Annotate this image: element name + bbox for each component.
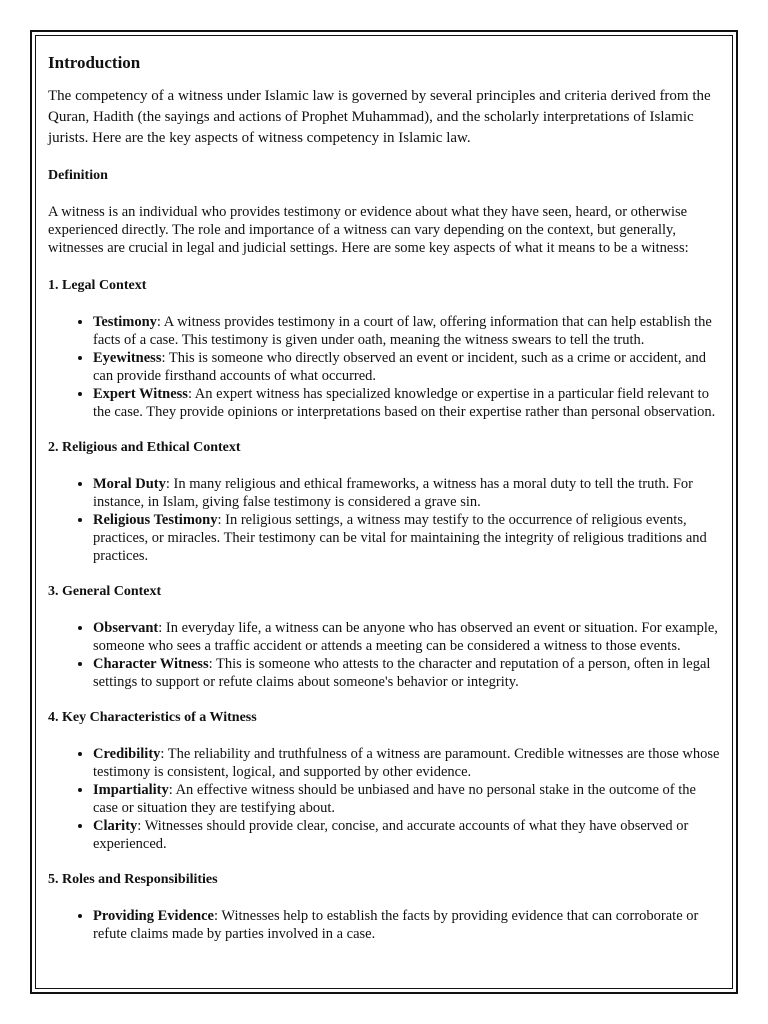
list-legal-context <box>48 313 720 421</box>
term-description: : In everyday life, a witness can be anyone who has observed an event or situation. For example, someone who sees a traffic accident or attends a meeting can be considered a witness to those events. <box>93 620 718 655</box>
term-label: Credibility <box>93 746 161 763</box>
term-description: : A witness provides testimony in a court of law, offering information that can help establish the facts of a case. This testimony is given under oath, meaning the witness swears to tell the truth. <box>93 314 712 349</box>
list-item <box>93 349 720 385</box>
list-item <box>93 511 720 565</box>
list-item <box>93 817 720 853</box>
section-heading-legal-context: 1. Legal Context <box>48 278 147 294</box>
list-item <box>93 385 720 421</box>
section-heading-general-context: 3. General Context <box>48 584 162 600</box>
list-general-context <box>48 619 720 691</box>
list-item <box>93 655 720 691</box>
term-label: Observant <box>93 620 159 637</box>
term-description: : The reliability and truthfulness of a witness are paramount. Credible witnesses are those whose testimony is consistent, logical, and supported by other evidence. <box>93 746 720 781</box>
term-description: : This is someone who directly observed an event or incident, such as a crime or accident, and can provide firsthand accounts of what occurred. <box>93 350 707 385</box>
term-label: Character Witness <box>93 656 209 673</box>
page-title: Introduction <box>48 53 141 72</box>
list-item <box>93 619 720 655</box>
term-label: Eyewitness <box>93 350 162 367</box>
list-item <box>93 745 720 781</box>
term-label: Clarity <box>93 818 138 835</box>
term-description: : An expert witness has specialized knowledge or expertise in a particular field relevant to the case. They provide opinions or interpretations based on their expertise rather than personal observation. <box>93 386 716 421</box>
term-label: Moral Duty <box>93 476 166 493</box>
term-label: Impartiality <box>93 782 169 799</box>
term-description: : In many religious and ethical frameworks, a witness has a moral duty to tell the truth. For instance, in Islam, giving false testimony is considered a grave sin. <box>93 476 694 511</box>
section-heading-roles-responsibilities: 5. Roles and Responsibilities <box>48 872 218 888</box>
list-religious-context <box>48 475 720 565</box>
list-item <box>93 313 720 349</box>
page-border-outer <box>30 30 738 994</box>
term-description: : Witnesses should provide clear, concise, and accurate accounts of what they have observed or experienced. <box>93 818 689 853</box>
term-label: Religious Testimony <box>93 512 218 529</box>
section-heading-religious-context: 2. Religious and Ethical Context <box>48 440 241 456</box>
term-label: Providing Evidence <box>93 908 214 925</box>
page-border-inner <box>35 35 733 989</box>
list-item <box>93 907 720 943</box>
list-item <box>93 475 720 511</box>
term-label: Testimony <box>93 314 157 331</box>
list-item <box>93 781 720 817</box>
term-description: : In religious settings, a witness may testify to the occurrence of religious events, practices, or miracles. Their testimony can be vital for maintaining the integrity of religious traditions and practices. <box>93 512 707 565</box>
list-roles-responsibilities <box>48 907 720 943</box>
definition-paragraph: A witness is an individual who provides testimony or evidence about what they have seen, heard, or otherwise experienced directly. The role and importance of a witness can vary depending on the context, but generally, witnesses are crucial in legal and judicial settings. Here are some key aspects of what it means to be a witness: <box>48 204 689 257</box>
term-label: Expert Witness <box>93 386 188 403</box>
definition-heading: Definition <box>48 168 108 184</box>
intro-paragraph: The competency of a witness under Islamic law is governed by several principles and criteria derived from the Quran, Hadith (the sayings and actions of Prophet Muhammad), and the scholarly interpretations of Islamic jurists. Here are the key aspects of witness competency in Islamic law. <box>48 88 711 147</box>
term-description: : An effective witness should be unbiased and have no personal stake in the outcome of the case or situation they are testifying about. <box>93 782 696 817</box>
section-heading-key-characteristics: 4. Key Characteristics of a Witness <box>48 710 257 726</box>
list-key-characteristics <box>48 745 720 853</box>
term-description: : This is someone who attests to the character and reputation of a person, often in legal settings to support or refute claims about someone's behavior or integrity. <box>93 656 711 691</box>
term-description: : Witnesses help to establish the facts by providing evidence that can corroborate or refute claims made by parties involved in a case. <box>93 908 699 943</box>
